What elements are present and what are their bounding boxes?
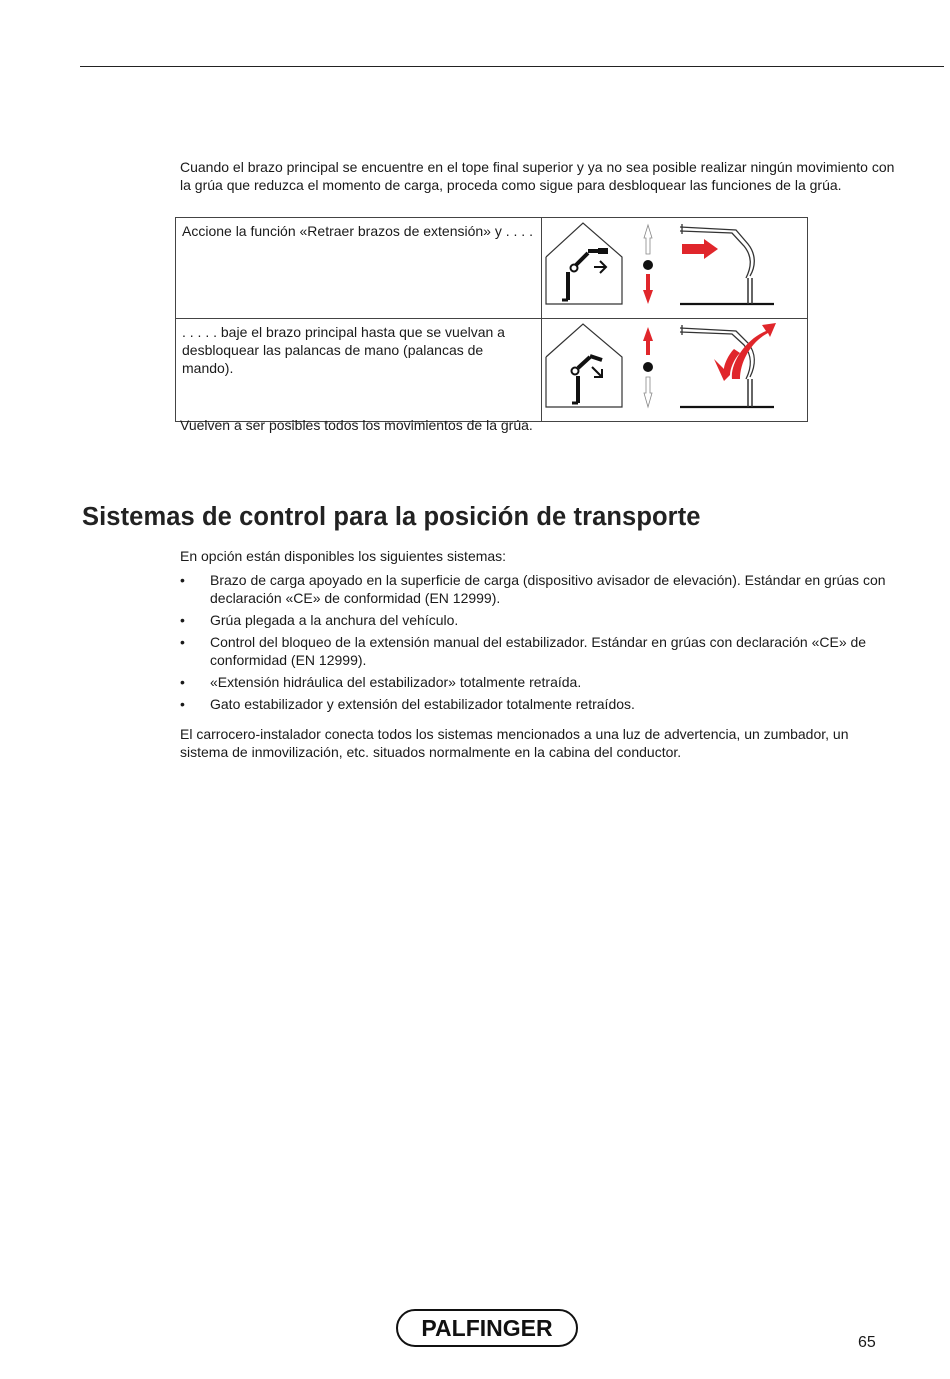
intro-paragraph: Cuando el brazo principal se encuentre en el tope final superior y ya no sea posible realizar ningún movimiento con la grúa que reduzca el momento de carga, proceda como sigue para desbloquear las funciones de la grúa.	[180, 159, 895, 193]
house-lever-icon	[546, 223, 622, 304]
list-item: • «Extensión hidráulica del estabilizador» totalmente retraída.	[180, 674, 582, 690]
step-1-text: Accione la función «Retraer brazos de extensión» y . . . .	[176, 218, 542, 319]
step-2-text: . . . . . baje el brazo principal hasta que se vuelvan a desbloquear las palancas de mano (palancas de mando).	[176, 319, 542, 422]
section-title: Sistemas de control para la posición de transporte	[82, 503, 701, 531]
bullet: •	[180, 674, 185, 690]
bullet: •	[180, 572, 185, 588]
logo-text: PALFINGER	[421, 1315, 553, 1341]
list-item: • Grúa plegada a la anchura del vehículo.	[180, 612, 459, 628]
after-table-text: Vuelven a ser posibles todos los movimientos de la grúa.	[180, 417, 533, 433]
bullet: •	[180, 612, 185, 628]
table-row	[176, 319, 808, 422]
red-arrow-icon	[714, 323, 776, 381]
step-1-illustration	[542, 218, 808, 319]
house-lever-icon	[546, 324, 622, 407]
options-list	[180, 571, 895, 717]
palfinger-logo	[396, 1309, 578, 1347]
red-arrow-icon	[682, 239, 718, 259]
table-row	[176, 218, 808, 319]
lever-direction-icon	[643, 327, 653, 407]
step-2-illustration	[542, 319, 808, 422]
section-lead: En opción están disponibles los siguientes sistemas:	[180, 548, 507, 564]
header-rule	[80, 66, 944, 67]
bullet: •	[180, 696, 185, 712]
closing-paragraph: El carrocero-instalador conecta todos los sistemas mencionados a una luz de advertencia, un zumbador, un sistema de inmovilización, etc. situados normalmente en la cabina del conductor.	[180, 726, 849, 760]
lever-direction-icon	[643, 225, 653, 304]
crane-icon	[680, 224, 774, 304]
bullet: •	[180, 634, 185, 650]
list-item: • Gato estabilizador y extensión del estabilizador totalmente retraídos.	[180, 696, 635, 712]
steps-table	[175, 217, 808, 422]
list-item: • Control del bloqueo de la extensión manual del estabilizador. Estándar en grúas con declaración «CE» de conformidad (EN 12999).	[180, 634, 867, 668]
list-item: • Brazo de carga apoyado en la superficie de carga (dispositivo avisador de elevación). Estándar en grúas con declaración «CE» de conformidad (EN 12999).	[180, 572, 886, 606]
page-number: 65	[858, 1334, 876, 1351]
